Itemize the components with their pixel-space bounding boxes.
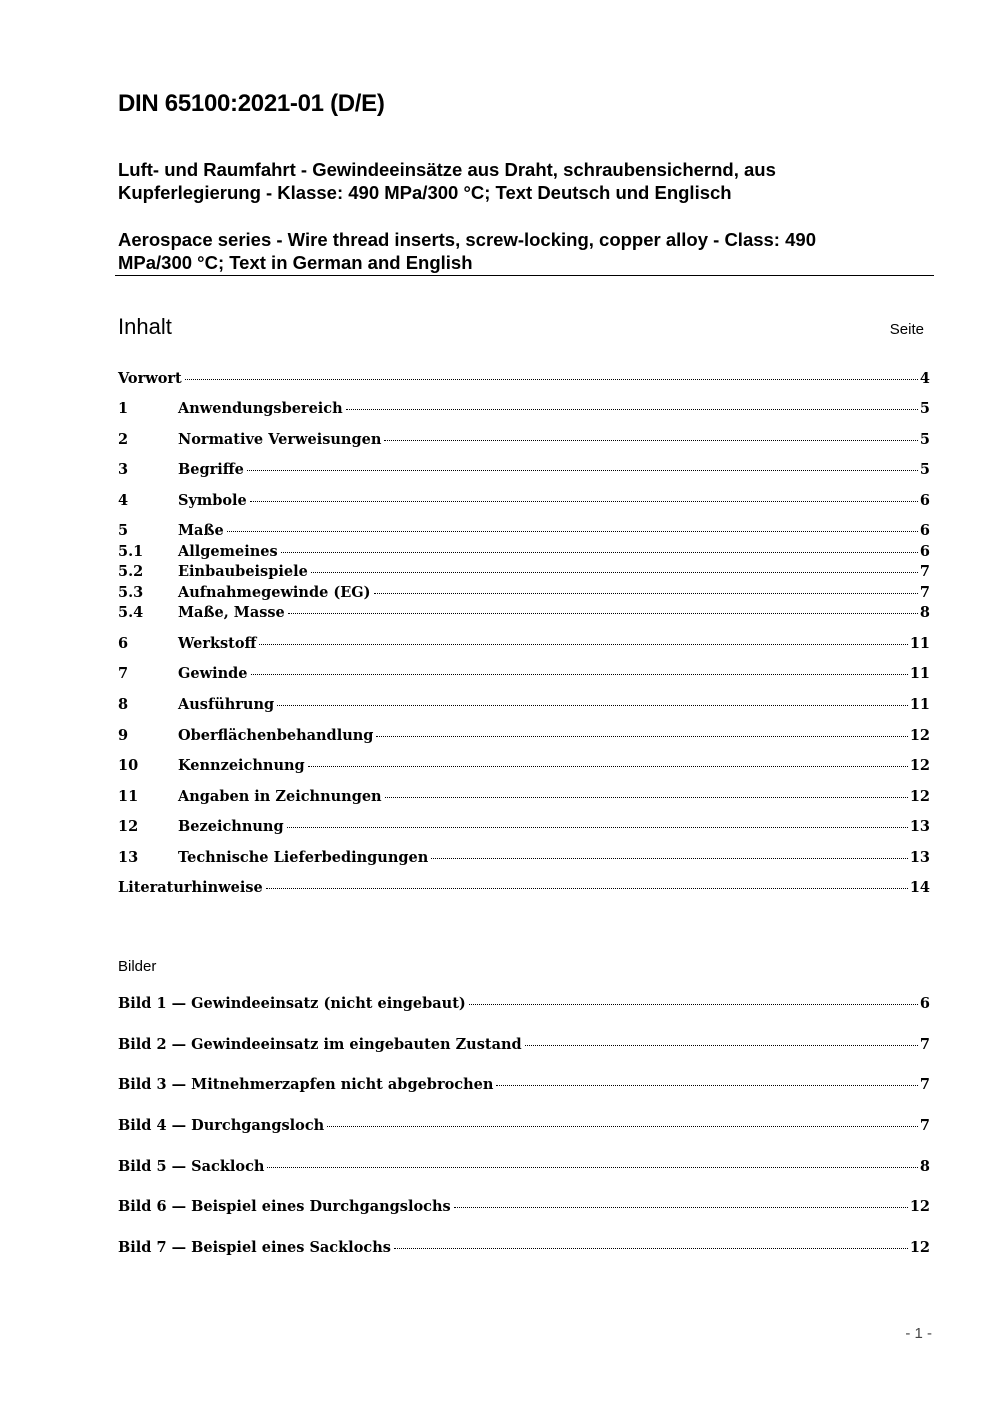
toc-entry-page: 6: [919, 492, 930, 509]
toc-entry-text: Begriffe: [178, 461, 244, 478]
toc-entry[interactable]: [118, 370, 930, 392]
figure-entry-text: Bild 3 — Mitnehmerzapfen nicht abgebrochen: [118, 1076, 494, 1093]
figure-entry-text: Bild 5 — Sackloch: [118, 1158, 265, 1175]
toc-entry-number: 13: [118, 849, 139, 866]
toc-entry-text: Maße: [178, 522, 224, 539]
figure-entry-page: 8: [919, 1158, 930, 1175]
figure-leader-dots: [496, 1085, 918, 1086]
toc-entry-text: Bezeichnung: [178, 818, 284, 835]
figure-entry-page: 7: [919, 1076, 930, 1093]
figure-entry[interactable]: [118, 1036, 930, 1058]
toc-entry-number: 5.4: [118, 604, 144, 621]
toc-entry[interactable]: [118, 665, 930, 687]
page-number: - 1 -: [905, 1325, 932, 1342]
toc-leader-dots: [287, 827, 908, 828]
toc-entry-text: Aufnahmegewinde (EG): [178, 584, 371, 601]
figure-entry-text: Bild 1 — Gewindeeinsatz (nicht eingebaut): [118, 995, 466, 1012]
toc-leader-dots: [376, 736, 907, 737]
toc-entry-page: 13: [909, 849, 930, 866]
figure-entry-text: Bild 2 — Gewindeeinsatz im eingebauten Zustand: [118, 1036, 522, 1053]
toc-entry-page: 8: [919, 604, 930, 621]
toc-entry-text: Vorwort: [118, 370, 182, 387]
figure-entry-text: Bild 4 — Durchgangsloch: [118, 1117, 325, 1134]
figure-leader-dots: [267, 1167, 917, 1168]
toc-entry-text: Einbaubeispiele: [178, 563, 308, 580]
toc-entry-page: 7: [919, 584, 930, 601]
toc-entry-page: 11: [909, 696, 930, 713]
toc-leader-dots: [311, 572, 918, 573]
toc-entry[interactable]: [118, 604, 930, 626]
toc-entry[interactable]: [118, 727, 930, 749]
toc-entry-number: 8: [118, 696, 129, 713]
figure-entry[interactable]: [118, 995, 930, 1017]
toc-entry[interactable]: [118, 696, 930, 718]
toc-entry[interactable]: [118, 849, 930, 871]
toc-entry[interactable]: [118, 400, 930, 422]
toc-entry-text: Maße, Masse: [178, 604, 285, 621]
toc-entry[interactable]: [118, 757, 930, 779]
toc-leader-dots: [281, 552, 918, 553]
toc-leader-dots: [247, 470, 918, 471]
toc-entry-number: 11: [118, 788, 139, 805]
subtitle-english-line-2: MPa/300 °C; Text in German and English: [118, 252, 473, 273]
toc-entry-page: 5: [919, 461, 930, 478]
figure-leader-dots: [454, 1207, 908, 1208]
toc-leader-dots: [288, 613, 918, 614]
toc-leader-dots: [227, 531, 918, 532]
toc-entry-text: Oberflächenbehandlung: [178, 727, 374, 744]
toc-entry[interactable]: [118, 563, 930, 585]
toc-entry[interactable]: [118, 543, 930, 565]
toc-entry-page: 12: [909, 757, 930, 774]
toc-entry-page: 5: [919, 431, 930, 448]
toc-entry-page: 6: [919, 522, 930, 539]
toc-entry-page: 13: [909, 818, 930, 835]
figure-entry[interactable]: [118, 1198, 930, 1220]
toc-entry-text: Symbole: [178, 492, 247, 509]
subtitle-german-line-2: Kupferlegierung - Klasse: 490 MPa/300 °C; Text Deutsch und Englisch: [118, 182, 732, 203]
toc-entry[interactable]: [118, 461, 930, 483]
toc-entry[interactable]: [118, 492, 930, 514]
toc-page-column-label: Seite: [889, 321, 924, 338]
toc-entry-page: 4: [919, 370, 930, 387]
figure-entry-text: Bild 7 — Beispiel eines Sacklochs: [118, 1239, 391, 1256]
toc-leader-dots: [185, 379, 918, 380]
figure-entry-text: Bild 6 — Beispiel eines Durchgangslochs: [118, 1198, 451, 1215]
toc-leader-dots: [251, 674, 908, 675]
figures-heading: Bilder: [118, 958, 157, 975]
toc-leader-dots: [385, 797, 908, 798]
figure-leader-dots: [469, 1004, 918, 1005]
toc-leader-dots: [384, 440, 918, 441]
subtitle-german-line-1: Luft- und Raumfahrt - Gewindeeinsätze aus Draht, schraubensichernd, aus: [118, 159, 776, 180]
toc-entry-text: Werkstoff: [178, 635, 257, 652]
toc-entry[interactable]: [118, 879, 930, 901]
toc-entry-text: Kennzeichnung: [178, 757, 305, 774]
toc-entry-number: 5.1: [118, 543, 144, 560]
toc-entry-page: 11: [909, 635, 930, 652]
figure-leader-dots: [394, 1248, 908, 1249]
figure-entry-page: 7: [919, 1036, 930, 1053]
toc-entry[interactable]: [118, 788, 930, 810]
figure-entry[interactable]: [118, 1076, 930, 1098]
figure-leader-dots: [327, 1126, 918, 1127]
toc-entry-number: 5.2: [118, 563, 144, 580]
title-divider: [115, 275, 934, 276]
toc-leader-dots: [346, 409, 918, 410]
figure-entry[interactable]: [118, 1158, 930, 1180]
toc-entry-text: Literaturhinweise: [118, 879, 263, 896]
toc-entry-page: 7: [919, 563, 930, 580]
toc-leader-dots: [277, 705, 908, 706]
toc-entry-page: 12: [909, 788, 930, 805]
figure-entry[interactable]: [118, 1117, 930, 1139]
toc-heading: Inhalt: [118, 314, 172, 339]
toc-entry-number: 7: [118, 665, 129, 682]
toc-entry[interactable]: [118, 818, 930, 840]
toc-entry[interactable]: [118, 635, 930, 657]
toc-entry-number: 10: [118, 757, 139, 774]
figure-entry-page: 12: [909, 1239, 930, 1256]
toc-entry-page: 11: [909, 665, 930, 682]
toc-leader-dots: [266, 888, 908, 889]
toc-entry[interactable]: [118, 584, 930, 606]
subtitle-english: [118, 228, 918, 274]
toc-entry-number: 5.3: [118, 584, 144, 601]
toc-entry-number: 2: [118, 431, 129, 448]
toc-leader-dots: [431, 858, 908, 859]
subtitle-english-line-1: Aerospace series - Wire thread inserts, screw-locking, copper alloy - Class: 490: [118, 229, 816, 250]
toc-entry[interactable]: [118, 522, 930, 544]
toc-entry-number: 12: [118, 818, 139, 835]
toc-leader-dots: [250, 501, 918, 502]
toc-entry-page: 5: [919, 400, 930, 417]
toc-entry-number: 4: [118, 492, 129, 509]
toc-entry-text: Normative Verweisungen: [178, 431, 382, 448]
toc-entry-number: 9: [118, 727, 129, 744]
toc-entry-page: 6: [919, 543, 930, 560]
toc-entry[interactable]: [118, 431, 930, 453]
figure-leader-dots: [525, 1045, 918, 1046]
toc-leader-dots: [374, 593, 918, 594]
figure-entry-page: 12: [909, 1198, 930, 1215]
toc-entry-text: Allgemeines: [178, 543, 278, 560]
subtitle-german: [118, 158, 918, 204]
toc-leader-dots: [259, 644, 907, 645]
toc-entry-text: Angaben in Zeichnungen: [178, 788, 382, 805]
toc-entry-number: 1: [118, 400, 129, 417]
figure-entry[interactable]: [118, 1239, 930, 1261]
document-title: DIN 65100:2021-01 (D/E): [118, 90, 385, 117]
toc-leader-dots: [308, 766, 908, 767]
figure-entry-page: 6: [919, 995, 930, 1012]
toc-entry-text: Technische Lieferbedingungen: [178, 849, 429, 866]
toc-entry-number: 5: [118, 522, 129, 539]
toc-entry-text: Anwendungsbereich: [178, 400, 343, 417]
figure-entry-page: 7: [919, 1117, 930, 1134]
toc-entry-text: Ausführung: [178, 696, 275, 713]
toc-entry-number: 6: [118, 635, 129, 652]
toc-entry-text: Gewinde: [178, 665, 248, 682]
toc-entry-page: 14: [909, 879, 930, 896]
toc-entry-page: 12: [909, 727, 930, 744]
toc-entry-number: 3: [118, 461, 129, 478]
